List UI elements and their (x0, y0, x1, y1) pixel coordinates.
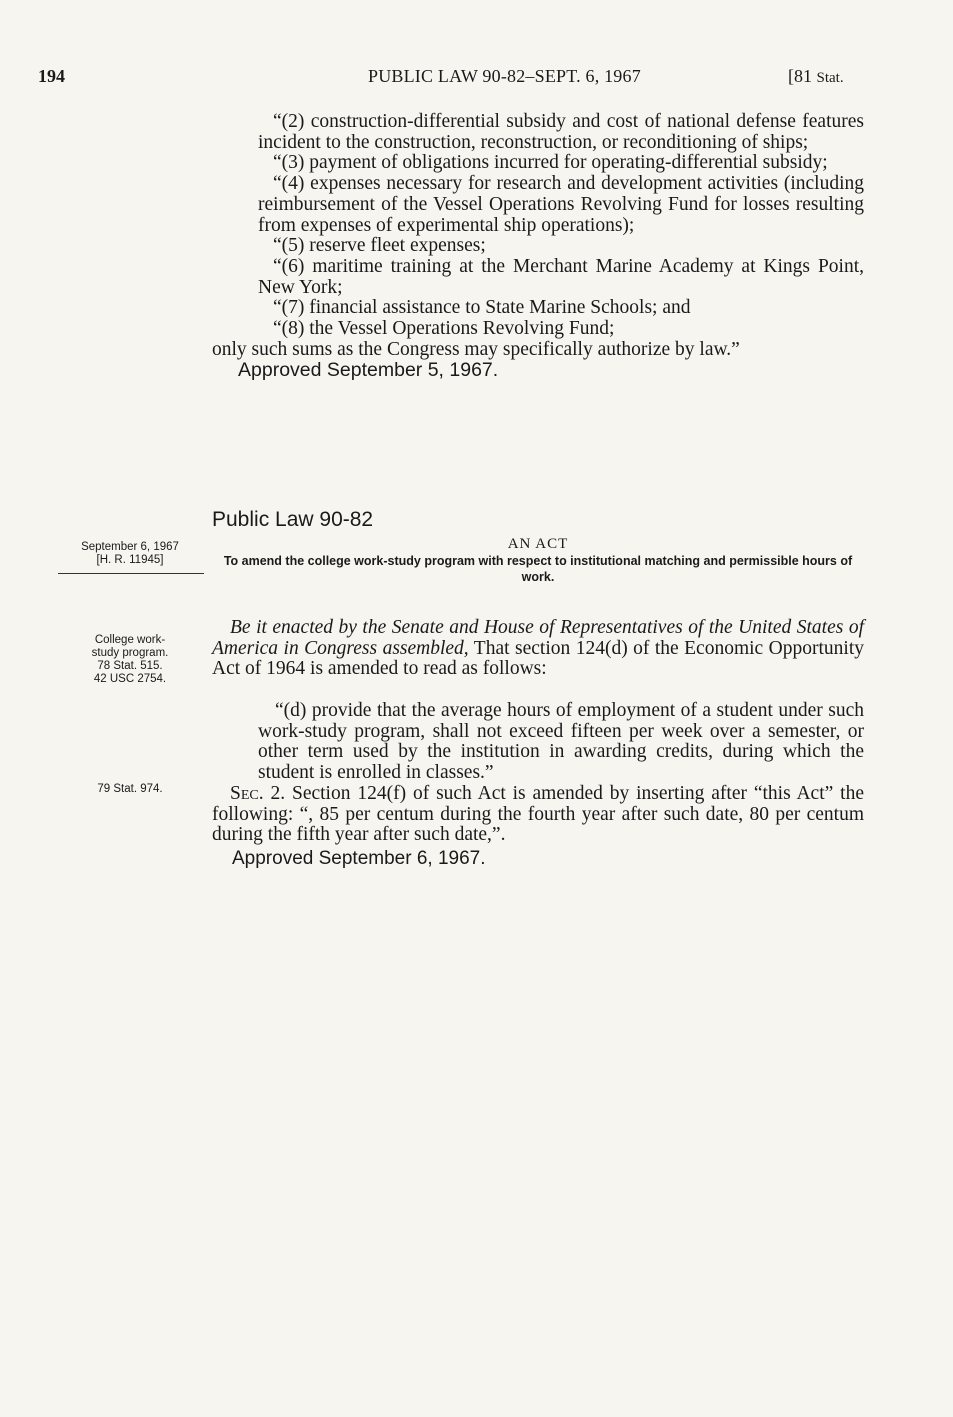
enacting-text: That section 124(d) of the Economic Opportunity Act of 1964 is amended to read as follows: (212, 637, 864, 680)
item-7: “(7) financial assistance to State Marine Schools; and (273, 297, 691, 319)
margin-date: September 6, 1967 (81, 541, 179, 553)
enacting-formula: Be it enacted by the Senate and House of Representatives of the United States of America in Congress assembled, (212, 617, 864, 659)
stat-reference: [81 Stat. (788, 66, 844, 86)
public-law-title: Public Law 90-82 (212, 508, 374, 531)
enacting-clause (212, 618, 864, 680)
quoted-section-d: “(d) provide that the average hours of employment of a student under such work-study program, shall not exceed fifteen per week over a semester, or other term used by the institution in awarding credits, during which the student is enrolled in classes.” (258, 700, 864, 784)
margin-note-line: 42 USC 2754. (93, 673, 167, 685)
margin-note-79-stat: 79 Stat. 974. (97, 783, 163, 795)
item-4: “(4) expenses necessary for research and development activities (including reimbursement of the Vessel Operations Revolving Fund for losses resulting from expenses of experimental ship operations); (258, 173, 864, 236)
closing-line: only such sums as the Congress may specifically authorize by law.” (212, 338, 740, 360)
margin-note-line: College work- (94, 634, 166, 646)
item-2: “(2) construction-differential subsidy and cost of national defense features incident to the construction, reconstruction, or reconditioning of ships; (258, 111, 864, 153)
approved-september-6: Approved September 6, 1967. (232, 848, 486, 869)
section-2-text: Section 124(f) of such Act is amended by inserting after “this Act” the following: “, 85 per centum during the fourth year after such date, 80 per centum during the fifth year after such date,”. (212, 783, 864, 846)
margin-bill-number: [H. R. 11945] (96, 554, 164, 566)
bleed-through-text (58, 250, 63, 271)
act-subtitle: To amend the college work-study program with respect to institutional matching and permissible hours of work. (223, 554, 853, 584)
item-6: “(6) maritime training at the Merchant Marine Academy at Kings Point, New York; (258, 255, 864, 298)
margin-rule (58, 573, 204, 574)
approved-september-5: Approved September 5, 1967. (238, 359, 499, 382)
act-heading-block (212, 536, 864, 585)
running-title: PUBLIC LAW 90-82–SEPT. 6, 1967 (368, 66, 641, 86)
continuation-block (212, 112, 864, 381)
margin-date-note (55, 541, 205, 567)
item-5: “(5) reserve fleet expenses; (273, 235, 486, 257)
page-header (0, 66, 953, 90)
item-3: “(3) payment of obligations incurred for operating-differential subsidy; (273, 152, 828, 174)
act-heading: AN ACT (507, 536, 569, 552)
section-2 (212, 784, 864, 846)
section-2-label: Sec. 2. (230, 783, 286, 804)
margin-note-college-work-study (55, 634, 205, 686)
margin-note-line: 78 Stat. 515. (97, 660, 163, 672)
margin-note-line: study program. (91, 647, 169, 659)
page-number: 194 (38, 66, 65, 86)
item-8: “(8) the Vessel Operations Revolving Fund; (273, 318, 615, 340)
